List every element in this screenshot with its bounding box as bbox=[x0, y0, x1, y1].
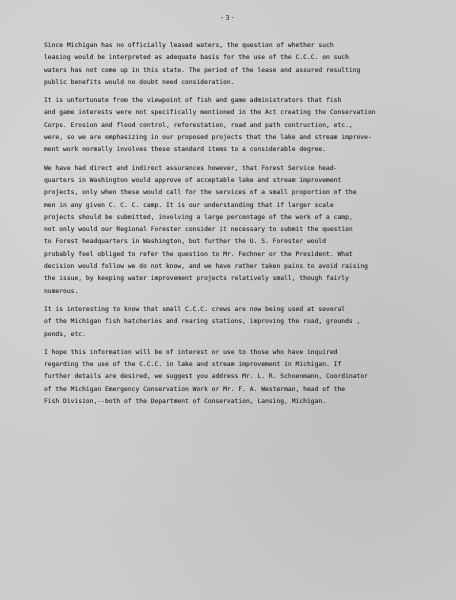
paragraph-forest-service-assurances: We have had direct and indirect assurances however, that Forest Service head- quarters in Washington would approve of acceptable lake and stream improvement projects, only when these would call for the services of a small proportion of the men in any given C. C. C. camp. It is our understanding that if larger scale projects should be submitted, involving a large percentage of the work of a camp, not only would our Regional Forester consider it necessary to submit the question to Forest headquarters in Washington, but further the U. S. Forester would probably feel obliged to refer the question to Mr. Fechner or the President. What decision would follow we do not know, and we have rather taken pains to avoid raising the issue, by keeping water improvement projects relatively small, though fairly numerous. bbox=[44, 164, 368, 295]
paragraph-hatchery-crews: It is interesting to know that small C.C.C. crews are now being used at several of the Michigan fish hatcheries and rearing stations, improving the road, grounds , ponds, etc. bbox=[44, 305, 361, 338]
paragraph-fish-game-interests: It is unfortunate from the viewpoint of fish and game administrators that fish and game interests were not specifically mentioned in the Act creating the Conservation Corps. Erosion and flood control, reforestation, road and path contruction, etc., were, so we are emphasizing in our proposed projects that the lake and stream improve- ment work normally involves these standard items to a considerable degree. bbox=[44, 97, 376, 154]
document-body bbox=[44, 40, 434, 414]
page-number: -3- bbox=[220, 14, 236, 22]
paragraph-leased-waters: Since Michigan has no officially leased waters, the question of whether such leasing would be interpreted as adequate basis for the use of the C.C.C. on such waters has not come up in this state. The period of the lease and assured resulting public benefits would no doubt need consideration. bbox=[44, 42, 361, 86]
paragraph-closing-contacts: I hope this information will be of interest or use to those who have inquired regarding the use of the C.C.C. in lake and stream improvement in Michigan. If further details are desired, we suggest you address Mr. L. R. Schoenmann, Coordinator of the Michigan Emergency Conservation Work or Mr. F. A. Westerman, head of the Fish Division,--both of the Department of Conservation, Lansing, Michigan. bbox=[44, 348, 368, 406]
